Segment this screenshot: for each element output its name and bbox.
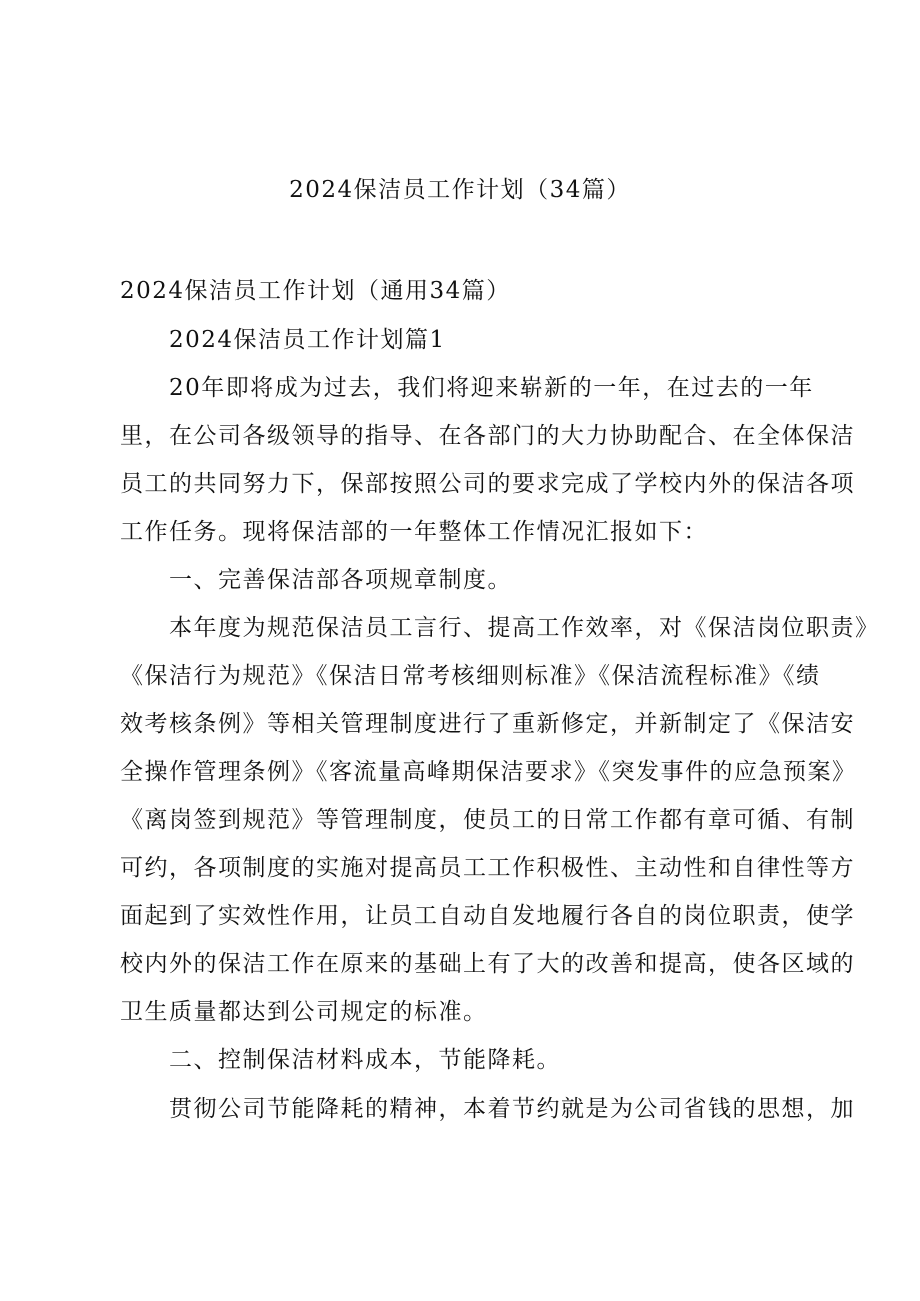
paragraph-line: 《保洁行为规范》《保洁日常考核细则标准》《保洁流程标准》《绩 (120, 663, 821, 689)
section-item-heading: 一、完善保洁部各项规章制度。 (169, 567, 512, 593)
section-item-heading: 二、控制保洁材料成本，节能降耗。 (169, 1047, 561, 1073)
section-heading: 2024保洁员工作计划篇1 (169, 327, 446, 353)
paragraph-line: 全操作管理条例》《客流量高峰期保洁要求》《突发事件的应急预案》 (120, 759, 857, 785)
paragraph-line: 里，在公司各级领导的指导、在各部门的大力协助配合、在全体保洁 (120, 423, 855, 449)
paragraph-line: 本年度为规范保洁员工言行、提高工作效率，对《保洁岗位职责》 (169, 615, 880, 641)
paragraph-line: 工作任务。现将保洁部的一年整体工作情况汇报如下： (120, 519, 708, 545)
paragraph-line: 可约，各项制度的实施对提高员工工作积极性、主动性和自律性等方 (120, 855, 855, 881)
paragraph-line: 贯彻公司节能降耗的精神，本着节约就是为公司省钱的思想，加 (169, 1096, 855, 1122)
paragraph-line: 员工的共同努力下，保部按照公司的要求完成了学校内外的保洁各项 (120, 471, 855, 497)
document-subtitle: 2024保洁员工作计划（通用34篇） (120, 278, 511, 304)
paragraph-line: 面起到了实效性作用，让员工自动自发地履行各自的岗位职责，使学 (120, 903, 855, 929)
document-title: 2024保洁员工作计划（34篇） (289, 177, 631, 203)
paragraph-line: 效考核条例》等相关管理制度进行了重新修定，并新制定了《保洁安 (120, 711, 855, 737)
paragraph-line: 20年即将成为过去，我们将迎来崭新的一年，在过去的一年 (169, 375, 814, 401)
paragraph-line: 校内外的保洁工作在原来的基础上有了大的改善和提高，使各区域的 (120, 951, 855, 977)
paragraph-line: 《离岗签到规范》等管理制度，使员工的日常工作都有章可循、有制 (120, 807, 855, 833)
paragraph-line: 卫生质量都达到公司规定的标准。 (120, 999, 488, 1025)
